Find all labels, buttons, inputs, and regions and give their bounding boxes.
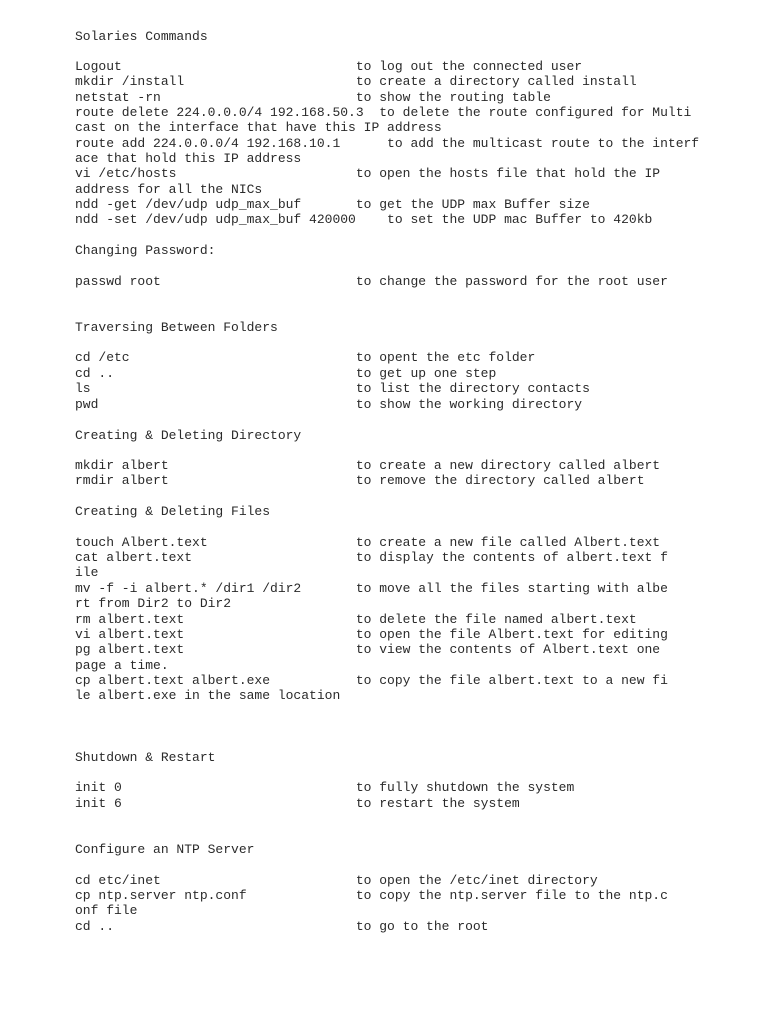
command-line: ls to list the directory contacts (75, 381, 590, 396)
command-line: init 0 to fully shutdown the system (75, 780, 575, 795)
command-line: ace that hold this IP address (75, 151, 302, 166)
command-line: cd .. to go to the root (75, 919, 489, 934)
section-heading: Creating & Deleting Directory (75, 428, 302, 443)
command-line: ile (75, 565, 99, 580)
command-line: route delete 224.0.0.0/4 192.168.50.3 to delete the route configured for Multi (75, 105, 692, 120)
command-line: touch Albert.text to create a new file called Albert.text (75, 535, 661, 550)
command-line: rmdir albert to remove the directory called albert (75, 473, 645, 488)
command-line: pg albert.text to view the contents of Albert.text one (75, 642, 661, 657)
command-line: ndd -set /dev/udp udp_max_buf 420000 to set the UDP mac Buffer to 420kb (75, 212, 653, 227)
command-line: netstat -rn to show the routing table (75, 90, 551, 105)
command-line: cp ntp.server ntp.conf to copy the ntp.server file to the ntp.c (75, 888, 668, 903)
command-line: rm albert.text to delete the file named albert.text (75, 612, 637, 627)
command-line: cp albert.text albert.exe to copy the file albert.text to a new fi (75, 673, 668, 688)
command-line: le albert.exe in the same location (75, 688, 341, 703)
command-line: mv -f -i albert.* /dir1 /dir2 to move all the files starting with albe (75, 581, 668, 596)
command-line: mkdir /install to create a directory called install (75, 74, 637, 89)
command-line: rt from Dir2 to Dir2 (75, 596, 232, 611)
section-heading: Shutdown & Restart (75, 750, 216, 765)
command-line: init 6 to restart the system (75, 796, 520, 811)
command-line: ndd -get /dev/udp udp_max_buf to get the UDP max Buffer size (75, 197, 590, 212)
command-line: vi albert.text to open the file Albert.text for editing (75, 627, 668, 642)
command-line: Logout to log out the connected user (75, 59, 583, 74)
command-line: passwd root to change the password for the root user (75, 274, 668, 289)
section-heading: Creating & Deleting Files (75, 504, 271, 519)
command-line: cast on the interface that have this IP address (75, 120, 442, 135)
command-line: mkdir albert to create a new directory called albert (75, 458, 661, 473)
command-line: cd /etc to opent the etc folder (75, 350, 536, 365)
command-line: cat albert.text to display the contents of albert.text f (75, 550, 668, 565)
command-line: route add 224.0.0.0/4 192.168.10.1 to add the multicast route to the interf (75, 136, 700, 151)
section-heading: Traversing Between Folders (75, 320, 278, 335)
command-line: vi /etc/hosts to open the hosts file that hold the IP (75, 166, 661, 181)
command-line: pwd to show the working directory (75, 397, 583, 412)
section-heading: Changing Password: (75, 243, 216, 258)
command-line: page a time. (75, 658, 169, 673)
command-line: onf file (75, 903, 138, 918)
command-line: cd .. to get up one step (75, 366, 497, 381)
section-heading: Configure an NTP Server (75, 842, 255, 857)
command-line: cd etc/inet to open the /etc/inet directory (75, 873, 598, 888)
doc-title: Solaries Commands (75, 29, 208, 44)
command-line: address for all the NICs (75, 182, 263, 197)
